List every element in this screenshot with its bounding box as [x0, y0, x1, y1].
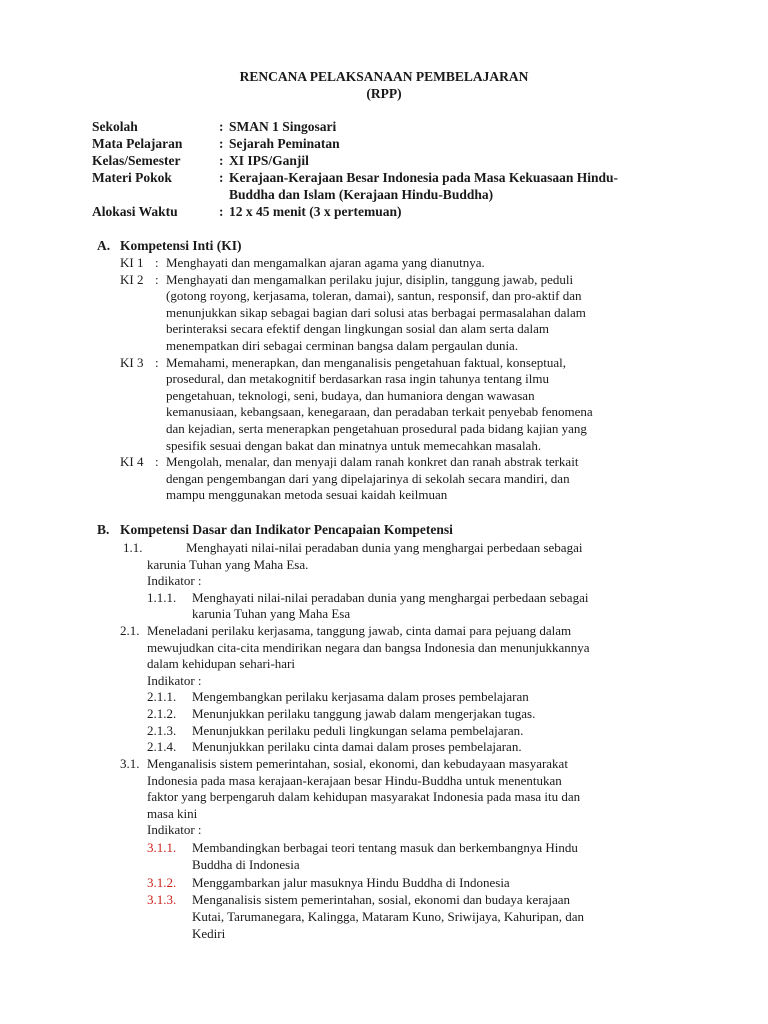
- indicator-text: karunia Tuhan yang Maha Esa: [192, 606, 351, 622]
- info-label-kelas: Kelas/Semester: [92, 153, 181, 168]
- ki-text: prosedural, dan metakognitif berdasarkan rasa ingin tahunya tentang ilmu: [166, 371, 550, 387]
- ki-text: pengetahuan, teknologi, seni, budaya, dan humaniora dengan wawasan: [166, 387, 535, 403]
- info-value-alokasi: 12 x 45 menit (3 x pertemuan): [229, 204, 402, 219]
- kd-text: mewujudkan cita-cita mendirikan negara dan bangsa Indonesia dan menunjukkannya: [147, 639, 590, 655]
- info-colon: :: [219, 119, 224, 134]
- indikator-label: Indikator :: [147, 573, 202, 589]
- indicator-text: Kediri: [192, 926, 226, 941]
- kd-number: 3.1.: [120, 756, 140, 771]
- indicator-number: 2.1.3.: [147, 722, 177, 738]
- document-title: RENCANA PELAKSANAAN PEMBELAJARAN: [239, 69, 529, 84]
- indicator-number: 3.1.1.: [147, 840, 177, 855]
- info-value-materi: Kerajaan-Kerajaan Besar Indonesia pada Masa Kekuasaan Hindu-: [229, 170, 619, 185]
- indicator-text: Kutai, Tarumanegara, Kalingga, Mataram Kuno, Sriwijaya, Kahuripan, dan: [192, 909, 584, 924]
- indicator-text: Menunjukkan perilaku peduli lingkungan selama pembelajaran.: [192, 722, 524, 738]
- kd-number: 1.1.: [123, 540, 143, 555]
- ki-colon: :: [155, 255, 159, 270]
- indicator-number: 3.1.3.: [147, 892, 177, 907]
- kd-text: Meneladani perilaku kerjasama, tanggung jawab, cinta damai para pejuang dalam: [147, 623, 572, 638]
- kd-text: Menganalisis sistem pemerintahan, sosial, ekonomi, dan kebudayaan masyarakat: [147, 756, 568, 771]
- ki-text: (gotong royong, kerjasama, toleran, damai), santun, responsif, dan pro-aktif dan: [166, 288, 582, 304]
- info-colon: :: [219, 204, 224, 219]
- info-value-sekolah: SMAN 1 Singosari: [229, 119, 337, 134]
- info-label-mata-pelajaran: Mata Pelajaran: [92, 136, 183, 151]
- indicator-number: 2.1.4.: [147, 739, 177, 755]
- kd-text: faktor yang berpengaruh dalam kehidupan masyarakat Indonesia pada masa itu dan: [147, 789, 581, 805]
- section-b-letter: B.: [97, 522, 110, 537]
- info-value-kelas: XI IPS/Ganjil: [229, 153, 309, 168]
- kd-number: 2.1.: [120, 623, 140, 638]
- info-value-mata-pelajaran: Sejarah Peminatan: [229, 136, 340, 151]
- indicator-number: 3.1.2.: [147, 875, 177, 890]
- kd-text: dalam kehidupan sehari-hari: [147, 656, 295, 672]
- indicator-text: Menganalisis sistem pemerintahan, sosial, ekonomi dan budaya kerajaan: [192, 892, 570, 907]
- ki-label: KI 1: [120, 255, 144, 270]
- ki-text: berinteraksi secara efektif dengan lingkungan sosial dan alam serta dalam: [166, 321, 549, 337]
- indikator-label: Indikator :: [147, 672, 202, 688]
- kd-text: Menghayati nilai-nilai peradaban dunia yang menghargai perbedaan sebagai: [186, 540, 583, 555]
- ki-text: spesifik sesuai dengan bakat dan minatnya untuk memecahkan masalah.: [166, 437, 542, 453]
- ki-text: Menghayati dan mengamalkan ajaran agama yang dianutnya.: [166, 255, 485, 270]
- info-value-materi-line2: Buddha dan Islam (Kerajaan Hindu-Buddha): [229, 187, 494, 202]
- info-label-materi: Materi Pokok: [92, 170, 172, 185]
- ki-label: KI 4: [120, 454, 144, 470]
- indicator-text: Menunjukkan perilaku tanggung jawab dalam mengerjakan tugas.: [192, 706, 536, 721]
- indicator-number: 2.1.2.: [147, 706, 177, 721]
- ki-colon: :: [155, 454, 159, 470]
- ki-colon: :: [155, 354, 159, 370]
- ki-text: Mengolah, menalar, dan menyaji dalam ranah konkret dan ranah abstrak terkait: [166, 454, 579, 470]
- section-a-letter: A.: [97, 238, 111, 253]
- ki-text: dengan pengembangan dari yang dipelajarinya di sekolah secara mandiri, dan: [166, 470, 570, 486]
- ki-text: menunjukkan sikap sebagai bagian dari solusi atas berbagai permasalahan dalam: [166, 304, 586, 320]
- indicator-number: 1.1.1.: [147, 589, 177, 605]
- kd-text: masa kini: [147, 805, 198, 821]
- section-a-title: Kompetensi Inti (KI): [120, 238, 242, 253]
- indicator-text: Membandingkan berbagai teori tentang masuk dan berkembangnya Hindu: [192, 840, 578, 855]
- info-label-sekolah: Sekolah: [92, 119, 138, 134]
- ki-text: Memahami, menerapkan, dan menganalisis pengetahuan faktual, konseptual,: [166, 354, 566, 370]
- ki-colon: :: [155, 271, 159, 287]
- indicator-number: 2.1.1.: [147, 689, 177, 705]
- indicator-text: Menggambarkan jalur masuknya Hindu Buddha di Indonesia: [192, 875, 510, 890]
- info-label-alokasi: Alokasi Waktu: [92, 204, 178, 219]
- ki-text: menempatkan diri sebagai cerminan bangsa dalam pergaulan dunia.: [166, 338, 519, 353]
- ki-text: kemanusiaan, kebangsaan, kenegaraan, dan peradaban terkait penyebab fenomena: [166, 404, 593, 420]
- indicator-text: Menghayati nilai-nilai peradaban dunia yang menghargai perbedaan sebagai: [192, 589, 589, 605]
- kd-text: Indonesia pada masa kerajaan-kerajaan besar Hindu-Buddha untuk menentukan: [147, 772, 562, 788]
- document-subtitle: (RPP): [366, 86, 402, 101]
- ki-text: Menghayati dan mengamalkan perilaku jujur, disiplin, tanggung jawab, peduli: [166, 271, 574, 287]
- ki-label: KI 2: [120, 271, 144, 287]
- indikator-label: Indikator :: [147, 822, 202, 838]
- indicator-text: Mengembangkan perilaku kerjasama dalam proses pembelajaran: [192, 689, 529, 705]
- ki-label: KI 3: [120, 354, 144, 370]
- kd-text: karunia Tuhan yang Maha Esa.: [147, 556, 309, 572]
- ki-text: dan kejadian, serta menerapkan pengetahuan prosedural pada bidang kajian yang: [166, 421, 587, 436]
- indicator-text: Menunjukkan perilaku cinta damai dalam proses pembelajaran.: [192, 739, 522, 755]
- info-colon: :: [219, 170, 224, 185]
- ki-text: mampu menggunakan metoda sesuai kaidah keilmuan: [166, 487, 448, 503]
- info-colon: :: [219, 153, 224, 168]
- info-colon: :: [219, 136, 224, 151]
- indicator-text: Buddha di Indonesia: [192, 856, 300, 872]
- section-b-title: Kompetensi Dasar dan Indikator Pencapaian Kompetensi: [120, 522, 453, 537]
